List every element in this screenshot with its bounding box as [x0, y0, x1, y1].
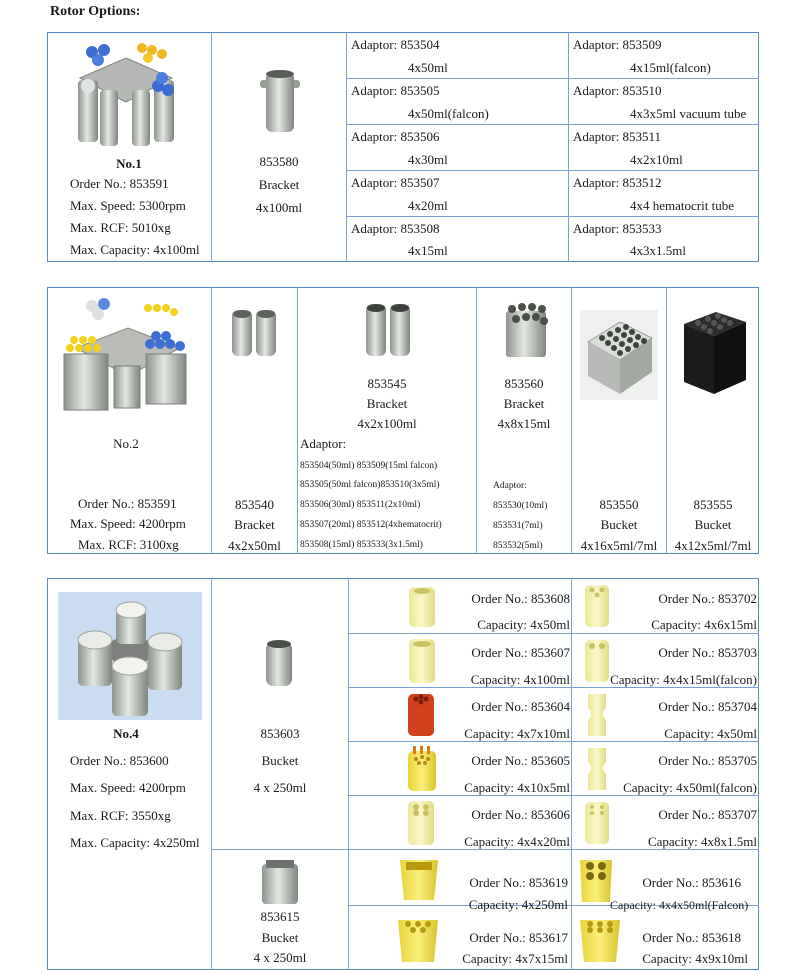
adaptor-label: Adaptor: 853507: [351, 175, 440, 190]
adaptor-capacity: Capacity: 4x50ml(falcon): [623, 780, 757, 795]
bucket-853555-capacity: 4x12x5ml/7ml: [674, 538, 752, 553]
adaptor-order: Order No.: 853605: [471, 753, 570, 768]
adaptor-line: 853508(15ml) 853533(3x1.5ml): [300, 540, 423, 550]
adaptor-line: 853505(50ml falcon)853510(3x5ml): [300, 480, 440, 490]
bucket-853550-image: [580, 310, 658, 400]
rotor-1-order: Order No.: 853591: [70, 176, 169, 191]
bracket-853540-type: Bracket: [234, 517, 275, 532]
rotor-4-order: Order No.: 853600: [70, 753, 169, 768]
adaptor-order: Order No.: 853616: [642, 875, 741, 890]
adaptor-capacity: Capacity: 4x4x15ml(falcon): [610, 672, 757, 687]
adaptor-capacity: Capacity: 4x7x10ml: [464, 726, 570, 741]
adaptor-order: Order No.: 853604: [471, 699, 570, 714]
bracket-853580-type: Bracket: [258, 177, 300, 192]
bucket-853603-code: 853603: [260, 726, 300, 741]
adaptor-value: 4x2x10ml: [630, 152, 683, 167]
rotor-2-image: [62, 292, 192, 416]
adaptor-title: Adaptor:: [300, 436, 347, 451]
rotor-4-speed: Max. Speed: 4200rpm: [70, 780, 186, 795]
rotor-2-speed: Max. Speed: 4200rpm: [70, 516, 186, 531]
adaptor-value: 4x50ml(falcon): [408, 106, 489, 121]
adaptor-title: Adaptor:: [493, 481, 527, 491]
adaptor-line: 853531(7ml): [493, 521, 543, 531]
bucket-853550-capacity: 4x16x5ml/7ml: [580, 538, 658, 553]
bucket-853550-code: 853550: [599, 497, 639, 512]
rotor-2-name: No.2: [113, 436, 139, 451]
bucket-853550-type: Bucket: [600, 517, 638, 532]
adaptor-value: 4x3x5ml vacuum tube: [630, 106, 747, 121]
page-title: Rotor Options:: [50, 4, 141, 19]
adaptor-label: Adaptor: 853510: [573, 83, 662, 98]
adaptor-capacity: Capacity: 4x50ml: [664, 726, 757, 741]
bracket-853580-code: 853580: [259, 154, 299, 169]
adaptor-order: Order No.: 853707: [658, 807, 757, 822]
adaptor-capacity: Capacity: 4x9x10ml: [642, 951, 748, 966]
adaptor-value: 4x15ml(falcon): [630, 60, 711, 75]
adaptor-order: Order No.: 853607: [471, 645, 570, 660]
adaptor-label: Adaptor: 853512: [573, 175, 662, 190]
adaptor-order: Order No.: 853619: [469, 875, 568, 890]
bucket-853603-type: Bucket: [261, 753, 299, 768]
adaptor-label: Adaptor: 853509: [573, 37, 662, 52]
adaptor-capacity: Capacity: 4x50ml: [477, 617, 570, 632]
bucket-853615-type: Bucket: [261, 930, 299, 945]
adaptor-value: 4x4 hematocrit tube: [630, 198, 734, 213]
rotor-1-name: No.1: [116, 156, 142, 171]
adaptor-order: Order No.: 853702: [658, 591, 757, 606]
bracket-853580-capacity: 4x100ml: [255, 200, 303, 215]
bucket-853555-code: 853555: [693, 497, 733, 512]
adaptor-capacity: Capacity: 4x7x15ml: [462, 951, 568, 966]
bucket-853615-capacity: 4 x 250ml: [253, 950, 307, 965]
rotor-2-order: Order No.: 853591: [78, 496, 177, 511]
adaptor-label: Adaptor: 853511: [573, 129, 661, 144]
adaptor-value: 4x15ml: [408, 243, 448, 258]
adaptor-capacity: Capacity: 4x100ml: [470, 672, 570, 687]
adaptor-order: Order No.: 853617: [469, 930, 568, 945]
bucket-853555-image: [680, 308, 750, 398]
adaptor-order: Order No.: 853608: [471, 591, 570, 606]
bucket-853603-image: [262, 636, 296, 688]
rotor-4-rcf: Max. RCF: 3550xg: [70, 808, 171, 823]
rotor-4-capacity: Max. Capacity: 4x250ml: [70, 835, 200, 850]
adaptor-capacity: Capacity: 4x8x1.5ml: [647, 834, 757, 849]
adaptor-value: 4x50ml: [408, 60, 448, 75]
adaptor-line: 853530(10ml): [493, 501, 548, 511]
adaptor-order: Order No.: 853704: [658, 699, 757, 714]
adaptor-order: Order No.: 853618: [642, 930, 741, 945]
bracket-853540-image: [228, 306, 280, 360]
bucket-853555-type: Bucket: [694, 517, 732, 532]
bracket-853560-capacity: 4x8x15ml: [497, 416, 551, 431]
bracket-853545-image: [362, 298, 414, 360]
adaptor-label: Adaptor: 853504: [351, 37, 440, 52]
adaptor-value: 4x30ml: [408, 152, 448, 167]
adaptor-label: Adaptor: 853505: [351, 83, 440, 98]
bracket-853560-type: Bracket: [503, 396, 545, 411]
rotor-4-image: [58, 592, 202, 720]
adaptor-line: 853507(20ml) 853512(4xhematocrit): [300, 520, 442, 530]
adaptor-label: Adaptor: 853506: [351, 129, 440, 144]
adaptor-line: 853506(30ml) 853511(2x10ml): [300, 500, 421, 510]
bracket-853560-code: 853560: [504, 376, 544, 391]
adaptor-label: Adaptor: 853533: [573, 221, 662, 236]
rotor-1-image: [70, 38, 182, 150]
rotor-1-speed: Max. Speed: 5300rpm: [70, 198, 186, 213]
rotor-1-capacity: Max. Capacity: 4x100ml: [70, 242, 200, 257]
bracket-853560-image: [500, 297, 550, 361]
adaptor-value: 4x3x1.5ml: [630, 243, 686, 258]
adaptor-capacity: Capacity: 4x250ml: [468, 897, 568, 912]
rotor-2-rcf: Max. RCF: 3100xg: [78, 537, 179, 552]
adaptor-order: Order No.: 853606: [471, 807, 570, 822]
adaptor-value: 4x20ml: [408, 198, 448, 213]
bracket-853580-image: [258, 66, 302, 136]
rotor-1-rcf: Max. RCF: 5010xg: [70, 220, 171, 235]
adaptor-capacity: Capacity: 4x10x5ml: [464, 780, 570, 795]
bracket-853545-type: Bracket: [366, 396, 408, 411]
bracket-853545-code: 853545: [367, 376, 407, 391]
bucket-853615-code: 853615: [260, 909, 300, 924]
adaptor-capacity: Capacity: 4x4x20ml: [464, 834, 570, 849]
adaptor-label: Adaptor: 853508: [351, 221, 440, 236]
bracket-853540-code: 853540: [235, 497, 274, 512]
adaptor-order: Order No.: 853705: [658, 753, 757, 768]
bracket-853540-capacity: 4x2x50ml: [228, 538, 281, 553]
adaptor-capacity: Capacity: 4x6x15ml: [651, 617, 757, 632]
rotor-4-name: No.4: [113, 726, 139, 741]
adaptor-order: Order No.: 853703: [658, 645, 757, 660]
adaptor-line: 853504(50ml) 853509(15ml falcon): [300, 461, 438, 471]
adaptor-line: 853532(5ml): [493, 541, 543, 551]
adaptor-capacity: Capacity: 4x4x50ml(Falcon): [610, 898, 749, 912]
bracket-853545-capacity: 4x2x100ml: [357, 416, 417, 431]
bucket-853615-image: [258, 856, 302, 906]
bucket-853603-capacity: 4 x 250ml: [253, 780, 307, 795]
